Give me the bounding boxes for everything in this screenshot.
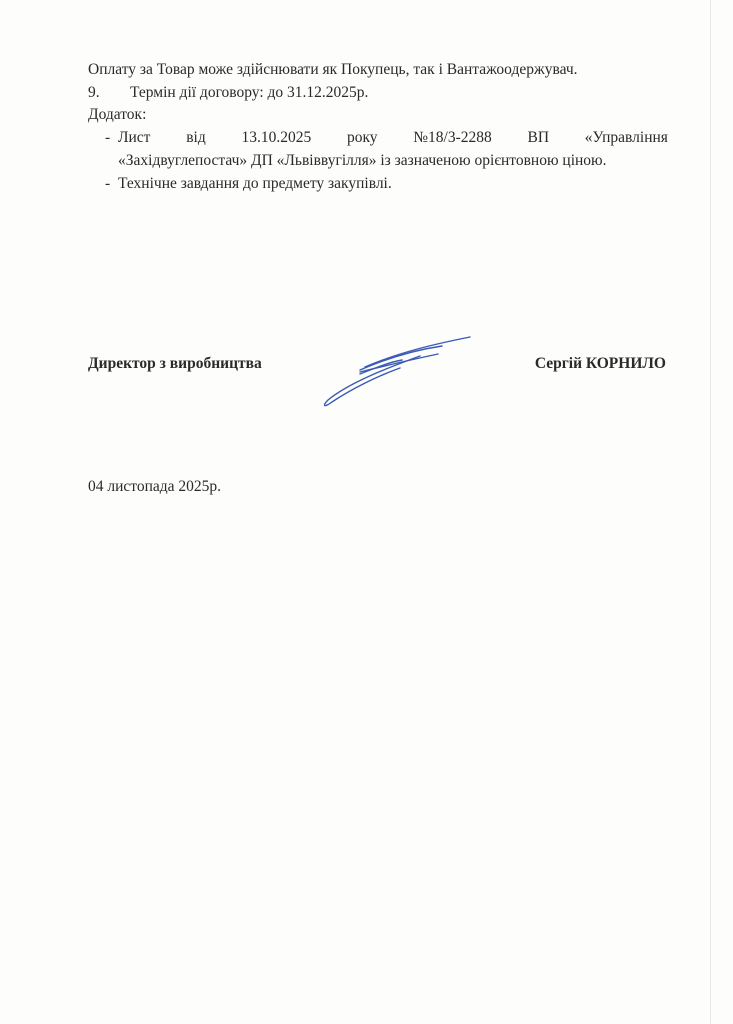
word: №18/3-2288 <box>413 129 492 146</box>
payment-text: Оплату за Товар може здійснювати як Покупець, так і Вантажоодержувач. <box>88 61 578 78</box>
word: Лист <box>118 129 151 146</box>
word: 13.10.2025 <box>241 129 312 146</box>
document-date: 04 листопада 2025р. <box>88 478 222 495</box>
term-clause <box>88 84 368 102</box>
clause-text: Термін дії договору: до 31.12.2025р. <box>130 84 369 101</box>
word: «Управління <box>584 129 668 146</box>
signatory-position: Директор з виробництва <box>88 355 262 372</box>
handwritten-signature <box>320 332 480 412</box>
appendix-label: Додаток: <box>88 106 147 123</box>
appendix-item-1-line-1 <box>118 129 668 147</box>
bullet: - <box>105 129 111 146</box>
word: року <box>346 129 378 146</box>
appendix-item-2: Технічне завдання до предмету закупівлі. <box>118 175 392 192</box>
signatory-name: Сергій КОРНИЛО <box>534 355 666 372</box>
clause-number: 9. <box>88 84 100 101</box>
word: від <box>186 129 206 146</box>
bullet: - <box>105 175 111 192</box>
scan-edge <box>710 0 711 1024</box>
appendix-item-1-line-2: «Західвуглепостач» ДП «Львіввугілля» із зазначеною орієнтовною ціною. <box>118 152 607 169</box>
word: ВП <box>527 129 550 146</box>
